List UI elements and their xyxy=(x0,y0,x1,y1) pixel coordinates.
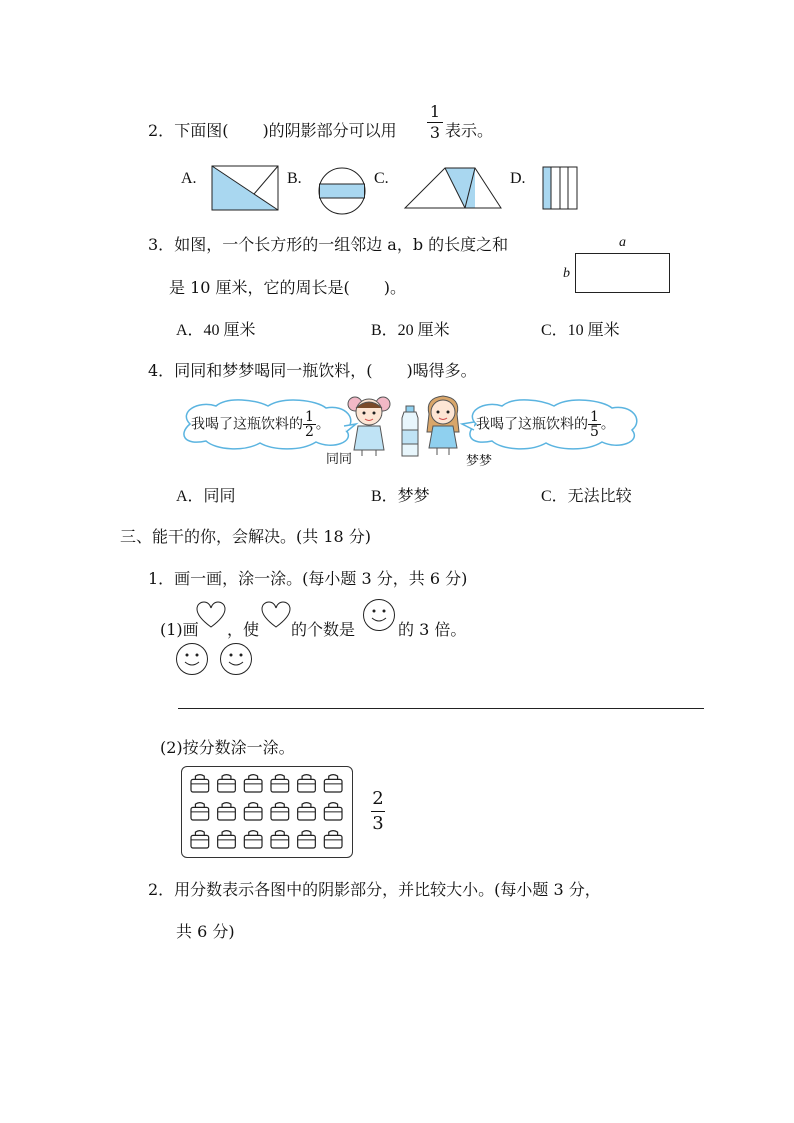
q2-option-a-label[interactable]: A. xyxy=(181,170,197,187)
q2-option-a-figure[interactable] xyxy=(212,166,278,210)
q2-option-c-label[interactable]: C. xyxy=(374,170,389,187)
bag-icon[interactable] xyxy=(218,775,236,792)
q2-option-d-label[interactable]: D. xyxy=(510,170,526,187)
q2-option-c-figure[interactable] xyxy=(405,168,501,209)
q2-text-after: 表示。 xyxy=(445,121,494,140)
q3-text-line2-before: 是 10 厘米，它的周长是( xyxy=(169,278,350,297)
bag-icon[interactable] xyxy=(271,831,289,848)
s3q2-line2: 共 6 分) xyxy=(176,922,235,941)
q3-line2 xyxy=(169,275,406,298)
q3-line1 xyxy=(148,232,508,255)
heart-icon xyxy=(196,601,226,629)
bag-icon[interactable] xyxy=(244,775,262,792)
bag-icon[interactable] xyxy=(271,775,289,792)
bag-icon[interactable] xyxy=(244,803,262,820)
s3q1-sub1-part2: ，使 xyxy=(227,620,260,639)
q4-right-bubble-text: 我喝了这瓶饮料的 xyxy=(476,416,588,433)
s3q1-fraction-den: 3 xyxy=(372,813,384,834)
q2-d-shaded-strip xyxy=(543,167,551,209)
q2-fraction-num: 1 xyxy=(429,102,441,121)
q2-fraction-den: 3 xyxy=(429,123,441,142)
bag-icon[interactable] xyxy=(298,803,316,820)
q2-number: 2． xyxy=(148,121,175,140)
q2-option-b-figure[interactable] xyxy=(318,167,366,215)
q4-line xyxy=(148,358,477,381)
s3q1-sub1-part4: 的 3 倍。 xyxy=(398,620,467,639)
bag-icon[interactable] xyxy=(218,831,236,848)
bag-icon[interactable] xyxy=(298,831,316,848)
q2-text-before: 下面图( xyxy=(174,121,229,140)
smiley-face-icon xyxy=(175,642,209,676)
q4-left-bubble-text: 我喝了这瓶饮料的 xyxy=(191,416,303,433)
q2-option-b-label[interactable]: B. xyxy=(287,170,302,187)
s3q1-title: 1．画一画，涂一涂。(每小题 3 分，共 6 分) xyxy=(148,569,468,588)
bag-icon[interactable] xyxy=(191,803,209,820)
bag-icon[interactable] xyxy=(218,803,236,820)
q2-b-shaded-band xyxy=(320,184,365,198)
bag-icon[interactable] xyxy=(271,803,289,820)
q4-text-before: 同同和梦梦喝同一瓶饮料，( xyxy=(174,361,373,380)
q2-text-mid: )的阴影部分可以用 xyxy=(262,121,397,140)
heart-icon xyxy=(261,601,291,629)
q4-drink-bottle-illustration xyxy=(399,406,421,458)
s3q1-fraction-num: 2 xyxy=(372,788,384,809)
q2-line xyxy=(148,118,397,141)
q4-option-c[interactable]: C．无法比较 xyxy=(541,488,632,505)
bag-icon[interactable] xyxy=(244,831,262,848)
q4-name-tongtong: 同同 xyxy=(326,452,353,467)
s3q1-sub2: (2)按分数涂一涂。 xyxy=(160,738,295,757)
q4-left-bubble-content: 我喝了这瓶饮料的 $\frac{1}{2}$ 。 xyxy=(191,409,330,440)
q2-option-d-figure[interactable] xyxy=(543,167,577,209)
s3q1-sub1-part1: (1)画 xyxy=(160,620,199,639)
q3-option-a[interactable]: A．40 厘米 xyxy=(176,322,256,339)
q3-label-b: b xyxy=(563,266,570,281)
bag-icon[interactable] xyxy=(324,831,342,848)
bag-icon[interactable] xyxy=(324,775,342,792)
q3-number: 3． xyxy=(148,235,175,254)
q3-text-line1: 如图，一个长方形的一组邻边 a，b 的长度之和 xyxy=(174,235,509,254)
smiley-face-icon xyxy=(362,598,396,632)
s3q1-sub1-part3: 的个数是 xyxy=(291,620,356,639)
bag-icon[interactable] xyxy=(191,831,209,848)
q4-name-mengmeng: 梦梦 xyxy=(466,454,493,469)
section3-heading: 三、能干的你，会解决。(共 18 分) xyxy=(120,527,372,546)
q4-girl-mengmeng-illustration xyxy=(421,392,465,456)
q4-option-b[interactable]: B．梦梦 xyxy=(371,488,430,505)
q2-fraction xyxy=(427,104,443,141)
q3-option-b[interactable]: B．20 厘米 xyxy=(371,322,450,339)
q3-label-a: a xyxy=(619,235,626,250)
q4-option-a[interactable]: A．同同 xyxy=(176,488,236,505)
q4-number: 4． xyxy=(148,361,175,380)
bag-icon[interactable] xyxy=(298,775,316,792)
q4-text-after: )喝得多。 xyxy=(406,361,477,380)
q3-option-c[interactable]: C．10 厘米 xyxy=(541,322,620,339)
q3-text-line2-after: )。 xyxy=(383,278,407,297)
s3q2-line1: 2．用分数表示各图中的阴影部分，并比较大小。(每小题 3 分， xyxy=(148,880,601,899)
q4-right-bubble-content: 我喝了这瓶饮料的 $\frac{1}{5}$ 。 xyxy=(476,409,615,440)
bag-icon[interactable] xyxy=(324,803,342,820)
q4-girl-tongtong-illustration xyxy=(346,394,392,456)
smiley-face-icon xyxy=(219,642,253,676)
s3q1-fraction xyxy=(371,790,385,833)
q4-right-bubble-fraction: $\frac{1}{5}$ xyxy=(590,409,599,440)
s3q1-bag-grid xyxy=(187,770,347,854)
q4-left-bubble-fraction: $\frac{1}{2}$ xyxy=(305,409,314,440)
s3q1-answer-line[interactable] xyxy=(178,708,704,709)
q3-rectangle-figure xyxy=(575,253,670,293)
s3q1-sub1-line xyxy=(160,617,199,640)
bag-icon[interactable] xyxy=(191,775,209,792)
